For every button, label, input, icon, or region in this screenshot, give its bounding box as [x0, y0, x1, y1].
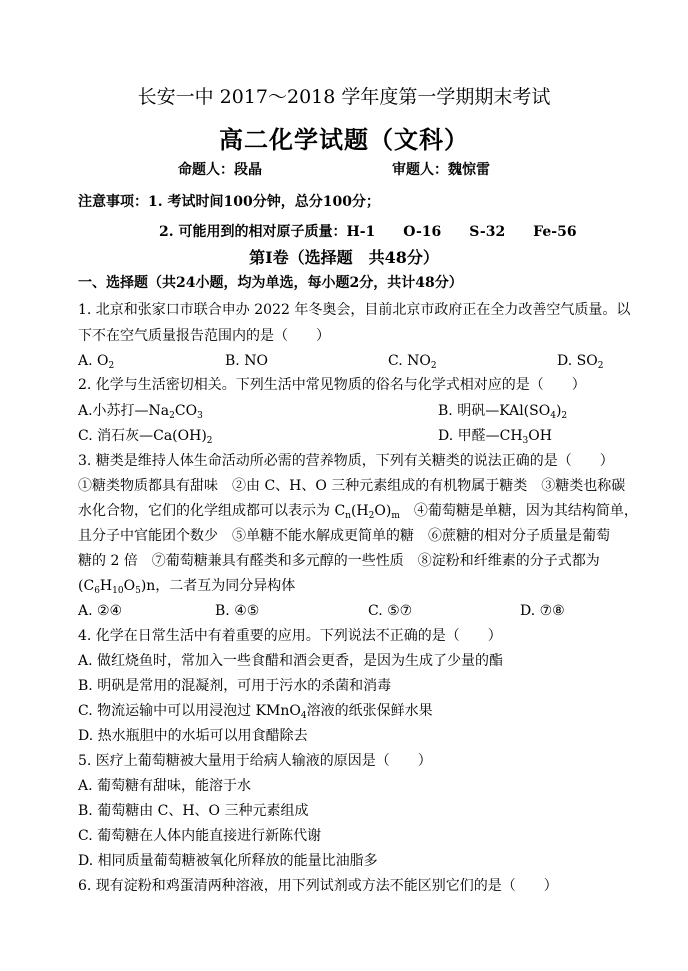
q4-option-b: B. 明矾是常用的混凝剂，可用于污水的杀菌和消毒	[78, 678, 392, 694]
q5-stem: 5. 医疗上葡萄糖被大量用于给病人输液的原因是（ ）	[78, 753, 432, 769]
q5-option-a: A. 葡萄糖有甜味，能溶于水	[78, 778, 252, 794]
notice-line-2: 2. 可能用到的相对原子质量：H-1 O-16 S-32 Fe-56	[159, 224, 577, 240]
q2-option-b: B. 明矾$—KAl(SO_4)_2$	[438, 403, 568, 421]
setter-label: 命题人：段晶	[178, 162, 262, 178]
q3-option-c: C. ⑤⑦	[368, 603, 413, 619]
q3-line-6: $(C_6H_{10}O_5)n$，二者互为同分异构体	[78, 578, 296, 596]
reviewer-label: 审题人：魏惊雷	[392, 162, 490, 178]
q4-option-a: A. 做红烧鱼时，常加入一些食醋和酒会更香，是因为生成了少量的酯	[78, 653, 504, 669]
q4-stem: 4. 化学在日常生活中有着重要的应用。下列说法不正确的是（ ）	[78, 628, 502, 644]
q3-stem: 3. 糖类是维持人体生命活动所必需的营养物质，下列有关糖类的说法正确的是（ ）	[78, 453, 614, 469]
q3-option-d: D. ⑦⑧	[520, 603, 565, 619]
q2-option-d: D. 甲醛$—CH_3OH$	[438, 428, 552, 446]
q3-line-5: 糖的 2 倍 ⑦葡萄糖兼具有醛类和多元醇的一些性质 ⑧淀粉和纤维素的分子式都为	[78, 553, 600, 569]
q2-option-c: C. 消石灰$—Ca(OH)_2$	[78, 428, 213, 446]
section-title: 第Ⅰ卷（选择题 共48分）	[249, 248, 439, 267]
q3-line-2: ①糖类物质都具有甜味 ②由 C、H、O 三种元素组成的有机物属于糖类 ③糖类也称碳	[78, 478, 626, 494]
subject-title: 高二化学试题（文科）	[219, 125, 469, 154]
q1-option-d: D. $SO_2$	[557, 353, 604, 371]
q3-option-b: B. ④⑤	[215, 603, 260, 619]
q4-option-c: C. 物流运输中可以用浸泡过 KMnO$_4$溶液的纸张保鲜水果	[78, 703, 433, 721]
q2-stem: 2. 化学与生活密切相关。下列生活中常见物质的俗名与化学式相对应的是（ ）	[78, 377, 586, 393]
part-heading: 一、选择题（共24小题，均为单选，每小题2分，共计48分）	[78, 275, 463, 291]
q1-option-c: C. $NO_2$	[388, 353, 437, 371]
q1-stem-line-2: 下不在空气质量报告范围内的是（ ）	[78, 328, 330, 344]
exam-title: 长安一中 2017～2018 学年度第一学期期末考试	[137, 86, 551, 108]
q3-line-3: 水化合物，它们的化学组成都可以表示为 $C_n(H_2O)_m$ ④葡萄糖是单糖，因为其结构简单，	[78, 503, 638, 521]
q5-option-b: B. 葡萄糖由 C、H、O 三种元素组成	[78, 803, 309, 819]
q2-option-a: A.小苏打$—Na_2CO_3$	[78, 403, 203, 421]
q6-stem: 6. 现有淀粉和鸡蛋清两种溶液，用下列试剂或方法不能区别它们的是（ ）	[78, 878, 558, 894]
q5-option-d: D. 相同质量葡萄糖被氧化所释放的能量比油脂多	[78, 853, 378, 869]
q1-option-a: A. $O_2$	[78, 353, 115, 371]
q3-option-a: A. ②④	[78, 603, 123, 619]
q1-option-b: B. NO	[225, 353, 268, 369]
q4-option-d: D. 热水瓶胆中的水垢可以用食醋除去	[78, 728, 308, 744]
q5-option-c: C. 葡萄糖在人体内能直接进行新陈代谢	[78, 828, 322, 844]
q1-stem-line-1: 1. 北京和张家口市联合申办 2022 年冬奥会，目前北京市政府正在全力改善空气质量。以	[78, 302, 631, 318]
notice-line-1: 注意事项：1. 考试时间100分钟，总分100分；	[78, 194, 380, 210]
q3-line-4: 且分子中官能团个数少 ⑤单糖不能水解成更简单的糖 ⑥蔗糖的相对分子质量是葡萄	[78, 528, 610, 544]
